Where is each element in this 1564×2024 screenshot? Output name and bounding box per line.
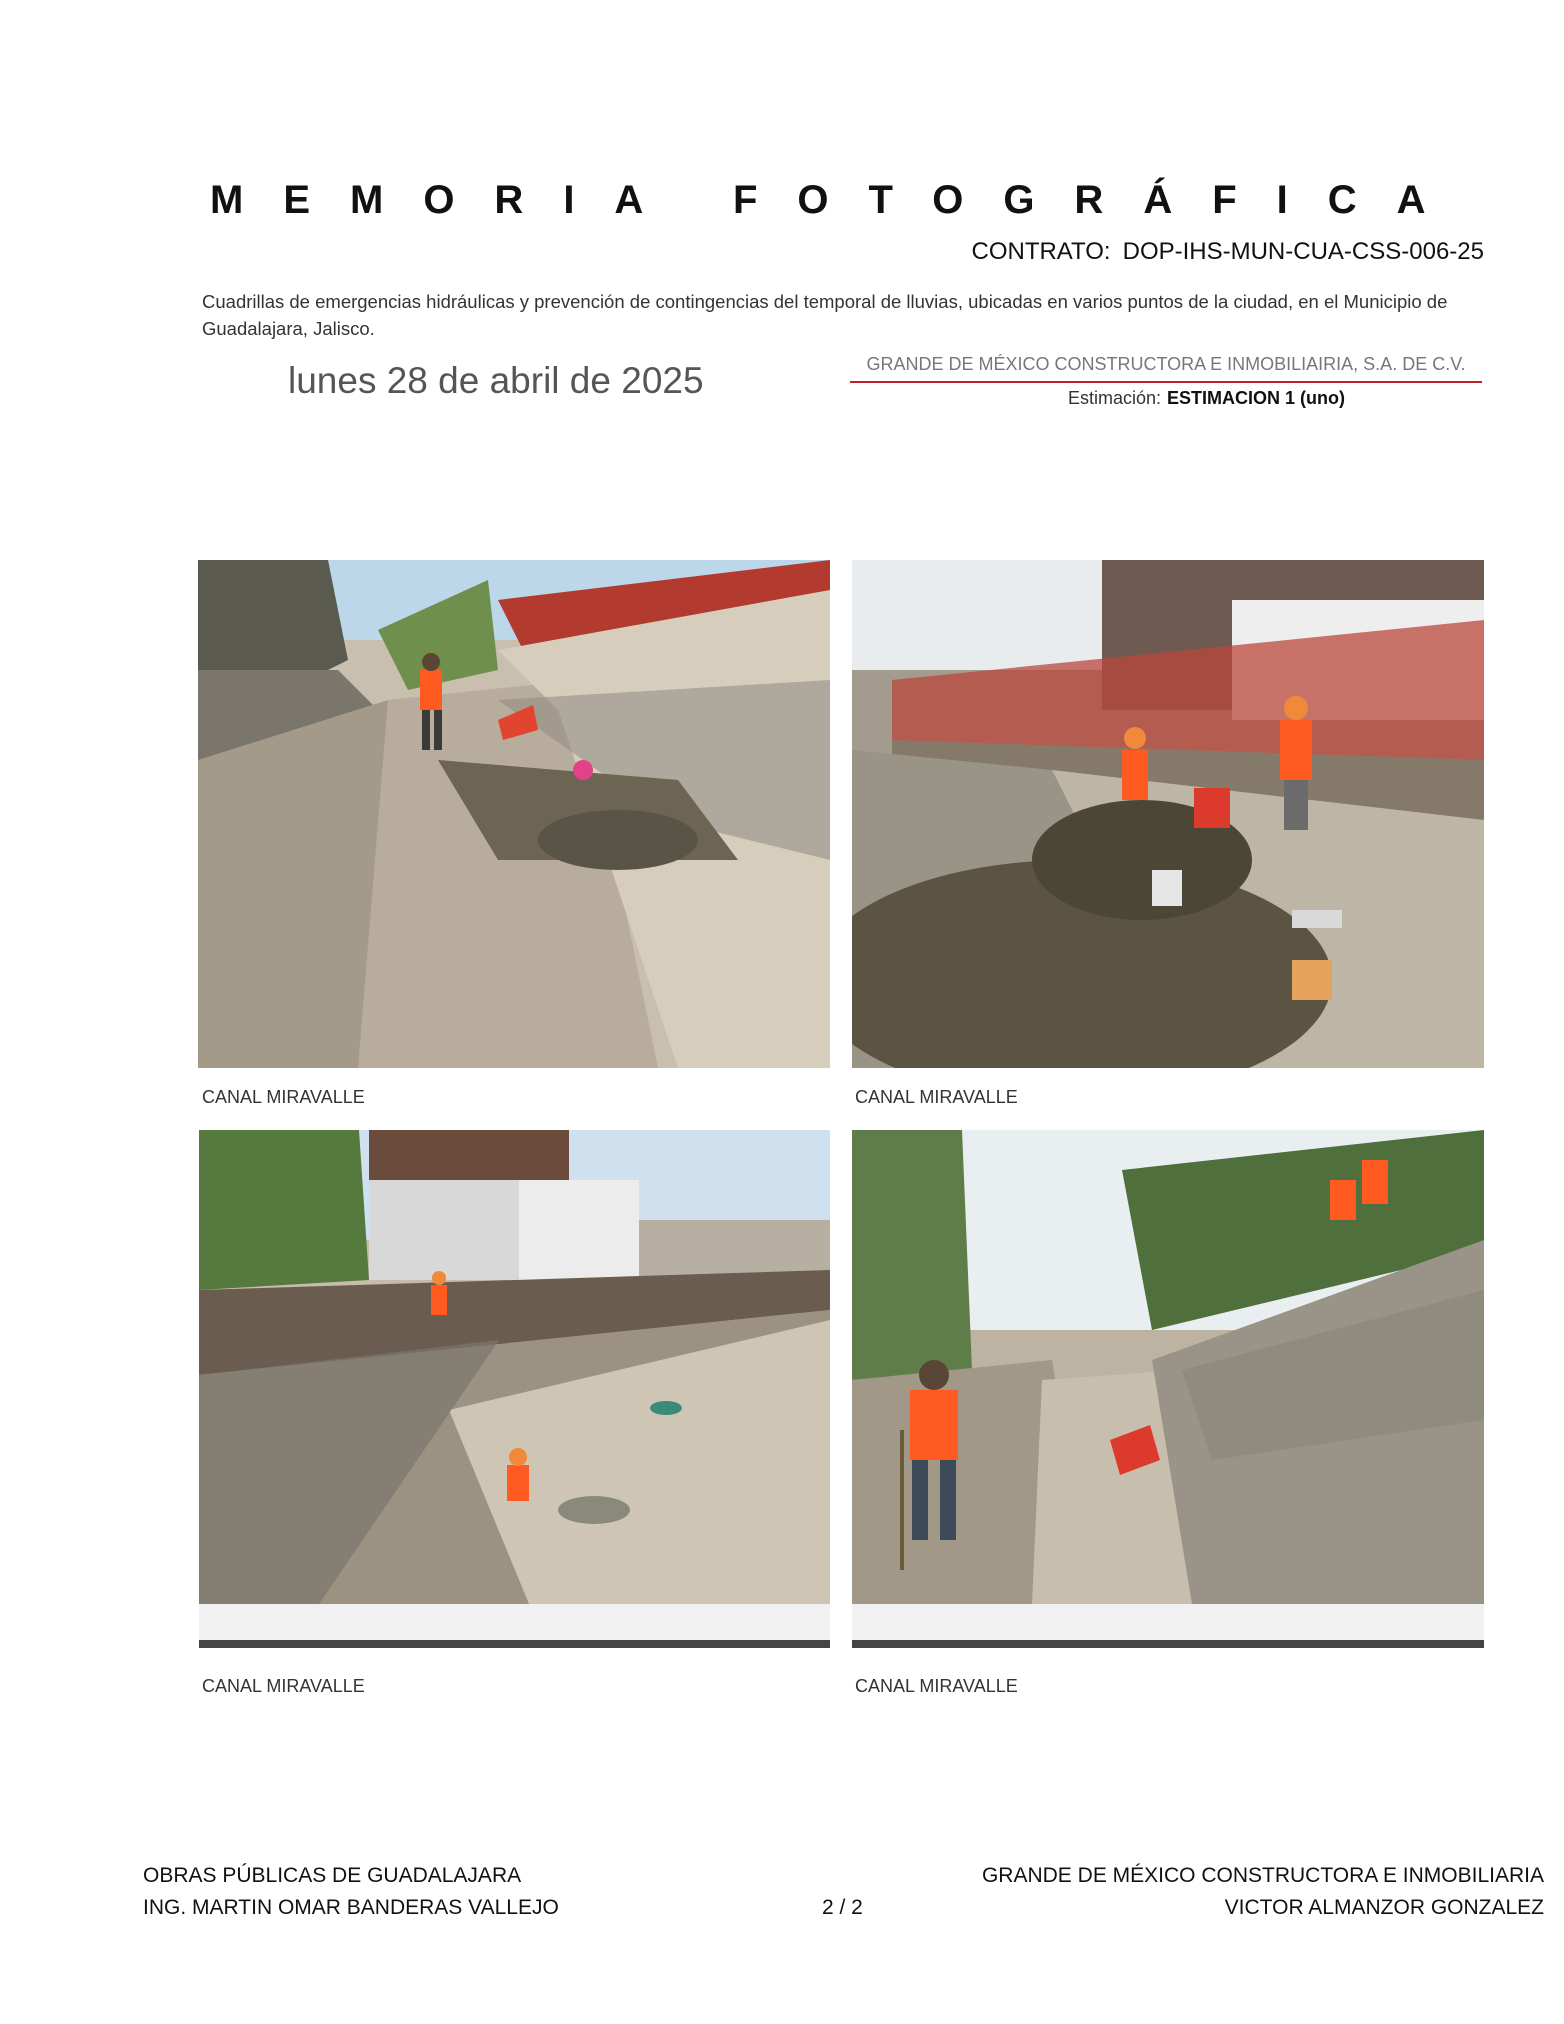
photo-band-3	[199, 1604, 830, 1640]
photo-canal-1-image	[198, 560, 830, 1068]
page-number: 2 / 2	[822, 1896, 863, 1919]
footer-contractor-signer: VICTOR ALMANZOR GONZALEZ	[1224, 1896, 1544, 1919]
photo-canal-3	[199, 1130, 830, 1604]
footer-contractor: GRANDE DE MÉXICO CONSTRUCTORA E INMOBILIARIA	[981, 1864, 1544, 1887]
photo-canal-2-image	[852, 560, 1484, 1068]
estimate-line	[1068, 388, 1345, 409]
photo-canal-2	[852, 560, 1484, 1068]
report-date: lunes 28 de abril de 2025	[288, 360, 704, 401]
photo-caption-4: CANAL MIRAVALLE	[855, 1676, 1018, 1696]
estimate-label: Estimación:	[1068, 388, 1162, 408]
estimate-value: ESTIMACION 1 (uno)	[1167, 388, 1346, 408]
contract-label: CONTRATO:	[971, 238, 1111, 265]
photo-caption-3: CANAL MIRAVALLE	[202, 1676, 365, 1696]
photo-rule-4	[852, 1640, 1484, 1648]
document-title: MEMORIA FOTOGRÁFICA	[210, 178, 1466, 222]
footer-agency-signer: ING. MARTIN OMAR BANDERAS VALLEJO	[143, 1896, 559, 1919]
contract-line	[971, 238, 1484, 266]
photo-canal-1	[198, 560, 830, 1068]
photo-band-4	[852, 1604, 1484, 1640]
footer-left	[143, 1860, 559, 1924]
photo-rule-3	[199, 1640, 830, 1648]
company-name: GRANDE DE MÉXICO CONSTRUCTORA E INMOBILIAIRIA, S.A. DE C.V.	[850, 354, 1482, 383]
footer-agency: OBRAS PÚBLICAS DE GUADALAJARA	[143, 1864, 522, 1887]
work-description: Cuadrillas de emergencias hidráulicas y prevención de contingencias del temporal de lluvias, ubicadas en varios puntos de la ciudad, en el Municipio de Guadalajara, Jalisco.	[202, 291, 1448, 339]
photo-canal-3-image	[199, 1130, 830, 1604]
photo-canal-4	[852, 1130, 1484, 1604]
photo-canal-4-image	[852, 1130, 1484, 1604]
contract-number: DOP-IHS-MUN-CUA-CSS-006-25	[1122, 238, 1484, 265]
footer-right	[982, 1860, 1544, 1924]
photo-caption-1: CANAL MIRAVALLE	[202, 1087, 365, 1107]
photo-caption-2: CANAL MIRAVALLE	[855, 1087, 1018, 1107]
